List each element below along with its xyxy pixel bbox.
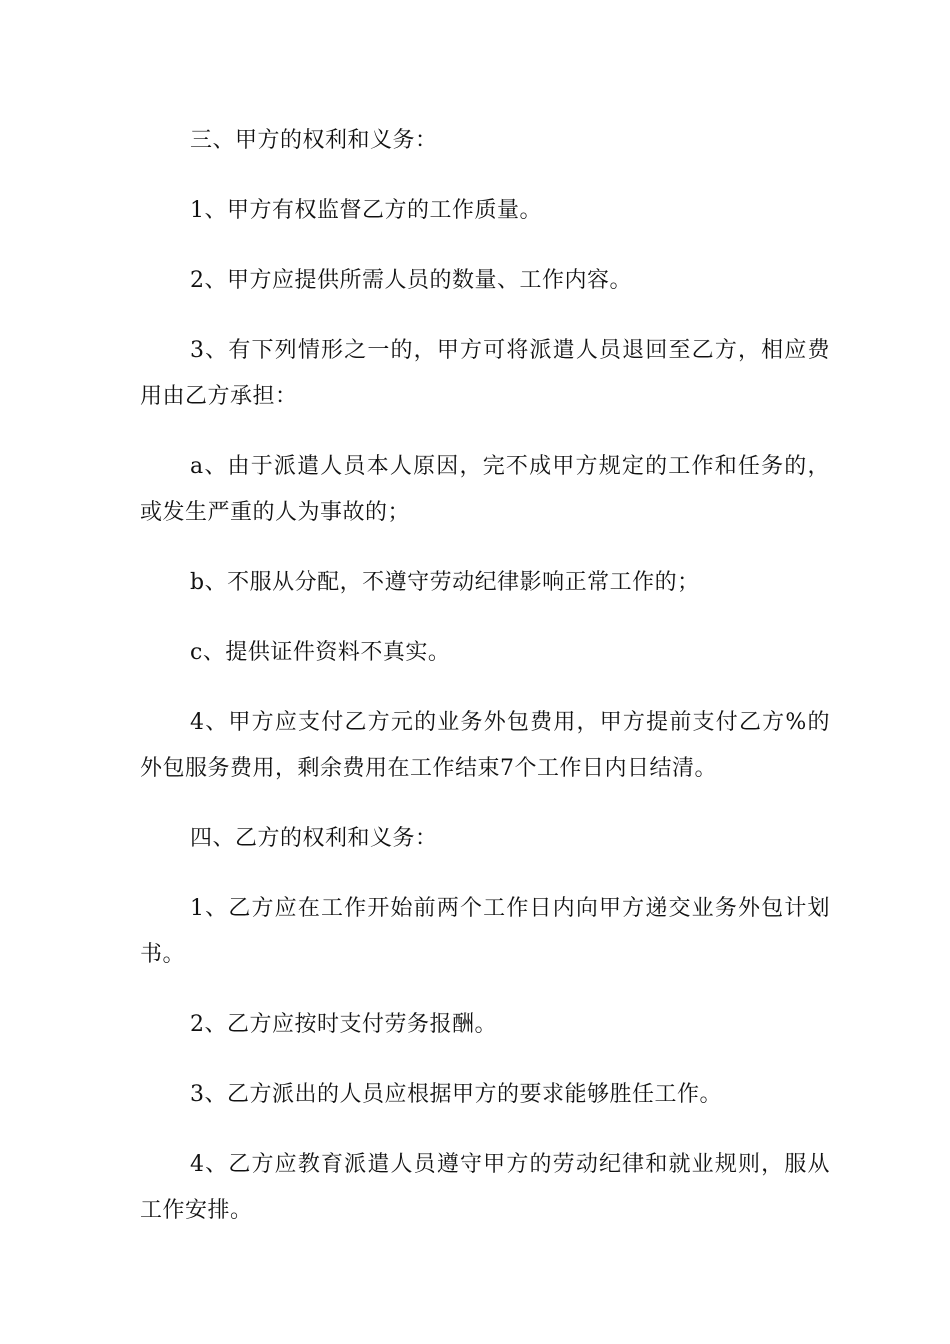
clause-a3-item-a: a、由于派遣人员本人原因，完不成甲方规定的工作和任务的，或发生严重的人为事故的；	[140, 454, 830, 525]
clause-a4: 4、甲方应支付乙方元的业务外包费用，甲方提前支付乙方%的外包服务费用，剩余费用在工作结束7个工作日内日结清。	[140, 710, 830, 781]
clause-b3: 3、乙方派出的人员应根据甲方的要求能够胜任工作。	[190, 1082, 722, 1107]
section-heading-party-b: 四、乙方的权利和义务：	[190, 826, 438, 851]
clause-b4: 4、乙方应教育派遣人员遵守甲方的劳动纪律和就业规则，服从工作安排。	[140, 1152, 830, 1223]
clause-b1: 1、乙方应在工作开始前两个工作日内向甲方递交业务外包计划书。	[140, 896, 830, 967]
clause-b2: 2、乙方应按时支付劳务报酬。	[190, 1012, 497, 1037]
clause-a3-item-b: b、不服从分配，不遵守劳动纪律影响正常工作的；	[190, 570, 700, 595]
clause-a3-item-c: c、提供证件资料不真实。	[190, 640, 451, 665]
clause-a2: 2、甲方应提供所需人员的数量、工作内容。	[190, 268, 632, 293]
section-heading-party-a: 三、甲方的权利和义务：	[190, 128, 438, 153]
document-body	[140, 118, 830, 1258]
clause-a1: 1、甲方有权监督乙方的工作质量。	[190, 198, 542, 223]
clause-a3: 3、有下列情形之一的，甲方可将派遣人员退回至乙方，相应费用由乙方承担：	[140, 338, 830, 409]
